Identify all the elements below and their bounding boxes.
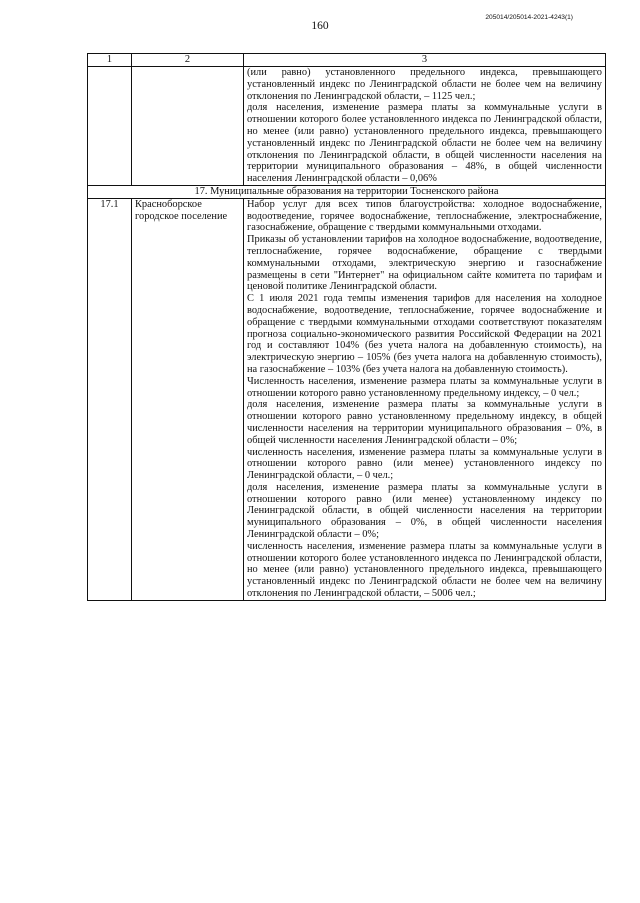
description-paragraph: численность населения, изменение размера платы за коммунальные услуги в отношении которого равно (или менее) установленного индексу по Ленинградской области, – 0 чел.;: [247, 446, 602, 482]
section-heading-row: [88, 185, 606, 198]
continuation-name-cell: [132, 67, 244, 186]
row-description: [244, 198, 606, 600]
column-header-1: 1: [88, 54, 132, 67]
description-paragraph: доля населения, изменение размера платы за коммунальные услуги в отношении которого равно установленному предельному индексу, в общей численности населения на территории муниципального образования – 0%, в общей численности населения Ленинградской области – 0%;: [247, 399, 602, 446]
description-paragraph: Численность населения, изменение размера платы за коммунальные услуги в отношении которого равно установленному предельному индексу, – 0 чел.;: [247, 375, 602, 399]
table-row-17-1: [88, 198, 606, 600]
continuation-number-cell: [88, 67, 132, 186]
table-header-row: [88, 54, 606, 67]
continuation-paragraph: доля населения, изменение размера платы за коммунальные услуги в отношении которого более установленного индекса по Ленинградской области, но менее (или равно) установленного предельного индекса, превышающего установленный индекс по Ленинградской области не более чем на величину отклонения по Ленинградской области, в общей численности населения на территории муниципального образования – 48%, в общей численности населения Ленинградской области – 0,06%: [247, 102, 602, 185]
continuation-text-cell: [244, 67, 606, 186]
tariff-table: [87, 53, 606, 601]
column-header-3: 3: [244, 54, 606, 67]
description-paragraph: С 1 июля 2021 года темпы изменения тарифов для населения на холодное водоснабжение, водоотведение, теплоснабжение, горячее водоснабжение и обращение с твердыми коммунальными отходами соответствуют показателям прогноза социально-экономического развития Российской Федерации на 2021 год и составляют 104% (без учета налога на добавленную стоимость), на электрическую энергию – 105% (без учета налога на добавленную стоимость), на газоснабжение – 103% (без учета налога на добавленную стоимость).: [247, 293, 602, 375]
description-paragraph: Приказы об установлении тарифов на холодное водоснабжение, водоотведение, теплоснабжение, горячее водоснабжение, обращение с твердыми коммунальными отходами, электрическую энергию и газоснабжение размещены в сети "Интернет" на официальном сайте комитета по тарифам и ценовой политике Ленинградской области.: [247, 234, 602, 293]
continuation-paragraph: (или равно) установленного предельного индекса, превышающего установленный индекс по Ленинградской области не более чем на величину отклонения по Ленинградской области, – 1125 чел.;: [247, 67, 602, 102]
page-number: 160: [311, 20, 329, 32]
section-title: 17. Муниципальные образования на территории Тосненского района: [88, 185, 606, 198]
column-header-2: 2: [132, 54, 244, 67]
municipality-name: Красноборское городское поселение: [132, 198, 244, 600]
description-paragraph: численность населения, изменение размера платы за коммунальные услуги в отношении которого более установленного индекса по Ленинградской области, но менее (или равно) установленного предельного индекса, превышающего установленный индекс по Ленинградской области не более чем на величину отклонения по Ленинградской области, – 5006 чел.;: [247, 540, 602, 600]
document-code: 205014/205014-2021-4243(1): [485, 14, 573, 21]
description-paragraph: Набор услуг для всех типов благоустройства: холодное водоснабжение, водоотведение, горячее водоснабжение, теплоснабжение, электроснабжение, газоснабжение, обращение с твердыми коммунальными отходами.: [247, 198, 602, 234]
table-row-continuation: [88, 67, 606, 186]
row-number: 17.1: [88, 198, 132, 600]
description-paragraph: доля населения, изменение размера платы за коммунальные услуги в отношении которого равно (или менее) установленному индексу по Ленинградской области, в общей численности населения на территории муниципального образования – 0%, в общей численности населения Ленинградской области – 0%;: [247, 481, 602, 541]
